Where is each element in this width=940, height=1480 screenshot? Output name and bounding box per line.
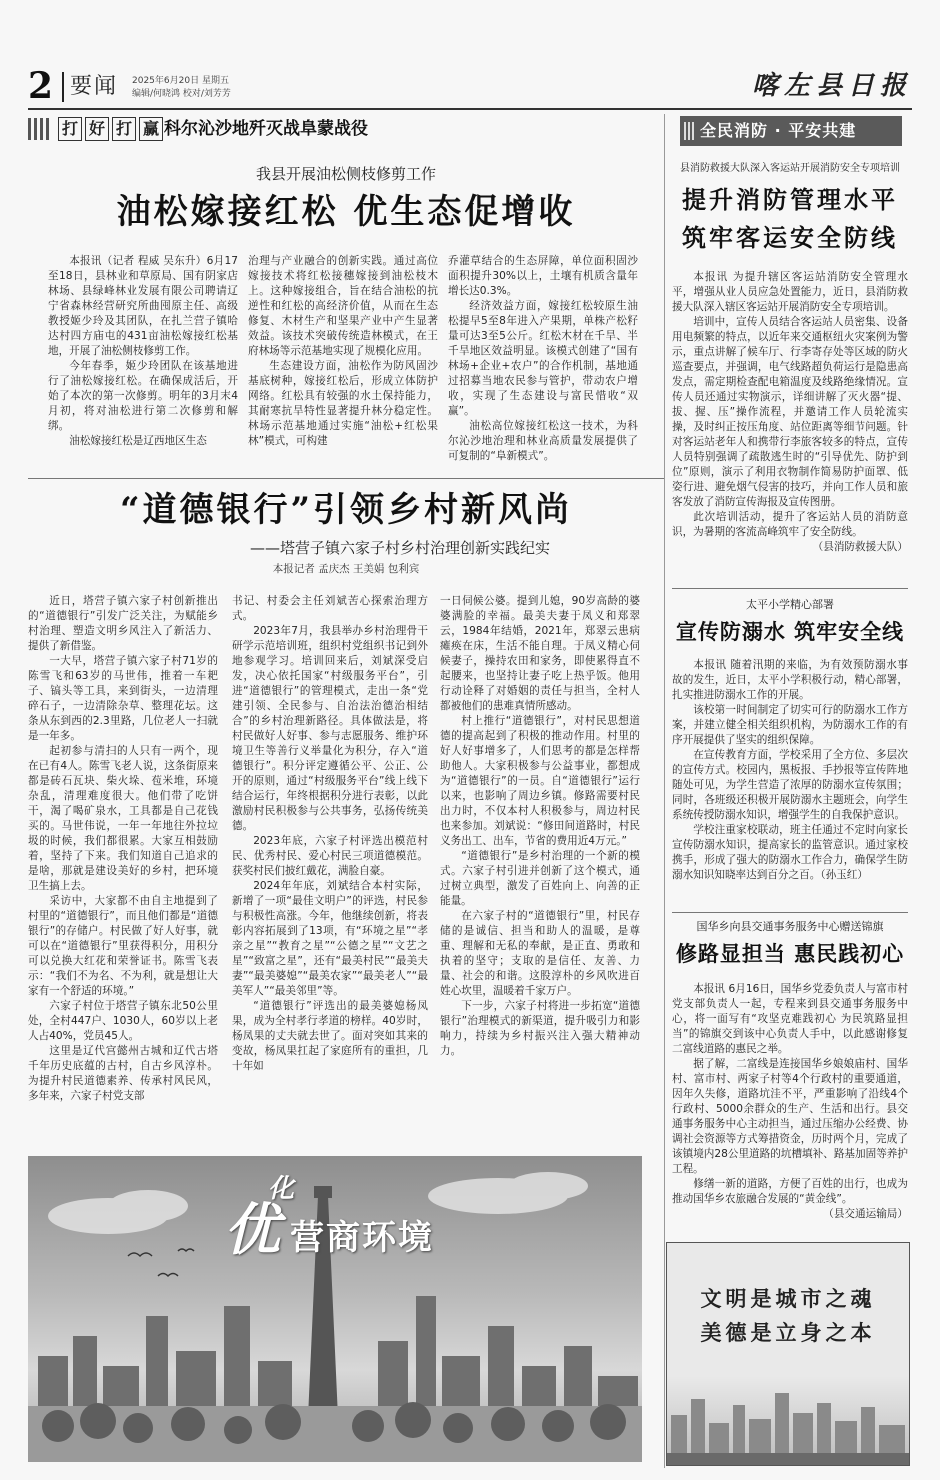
sidebar-banner — [680, 116, 902, 146]
paragraph: 培训中，宣传人员结合客运站人员密集、设备用电频繁的特点，以近年来交通枢纽火灾案例为警示，重点讲解了候车厅、行李寄存处等区域的防火巡查要点，并强调，电气线路超负荷运行是隐患高发点，需定期检查配电箱温度及线路绝缘情况。宣传人员还通过实物演示，详细讲解了灭火器“提、拔、握、压”操作流程，并邀请工作人员轮流实操，及时纠正按压角度、站位距离等细节问题。针对客运站老年人和携带行李旅客较多的特点，宣传人员特别强调了疏散逃生时的“引导优先、防护到位”原则，演示了利用衣物制作简易防护面罩、低姿行进、避免烟气侵害的技巧，并向工作人员和旅客发放了消防宣传海报及宣传图册。 — [672, 316, 908, 508]
paragraph: “道德银行”评选出的最美婆媳杨凤果，成为全村孝行孝道的榜样。40岁时，杨凤果的丈夫就去世了。面对突如其来的变故，杨凤果扛起了家庭所有的重担，几十年如 — [232, 1000, 428, 1072]
paragraph: 2024年年底，刘斌结合本村实际，新增了一项“最佳文明户”的评选，村民参与积极性高涨。今年，他继续创新，将表彰内容拓展到了13项，有“环境之星”“孝亲之星”“教育之星”“公德之星”“文艺之星”“致富之星”，还有“最美村民”“最美夫妻”“最美婆媳”“最美农家”“最美老人”“最美军人”“最美邻里”等。 — [232, 880, 428, 997]
feature-banner — [28, 114, 664, 144]
newspaper-logo: 喀左县日报 — [751, 71, 912, 101]
section-name: 要闻 — [70, 74, 119, 99]
article2-headline: “道德银行”引领乡村新风尚 — [119, 490, 573, 530]
article2-column-1 — [28, 594, 218, 1104]
paragraph: 2023年7月，我县举办乡村治理骨干研学示范培训班，组织村党组织书记到外地参观学习。培训回来后，刘斌深受启发，决心依托国家“村级服务平台”，引进“道德银行”的管理模式，走出一条“党建引领、全民参与、自治法治德治相结合”的乡村治理新路径。具体做法是，将村民做好人好事、参与志愿服务、维护环境卫生等善行义举量化为积分，存入“道德银行”。积分评定遵循公平、公正、公开的原则，通过“村级服务平台”线上线下结合运行，年终根据积分进行表彰，以此激励村民积极参与公共事务，弘扬传统美德。 — [232, 625, 428, 832]
paragraph: 六家子村位于塔营子镇东北50公里处，全村447户、1030人，60岁以上老人占40%，党员45人。 — [28, 1000, 218, 1042]
road-body — [672, 982, 908, 1222]
article2-column-3 — [440, 594, 640, 1059]
article1-kicker: 我县开展油松侧枝修剪工作 — [255, 165, 436, 183]
banner-tags — [58, 117, 163, 141]
ad-background-art — [28, 1156, 642, 1462]
sidebar-separator — [672, 912, 908, 913]
paragraph: 乔灌草结合的生态屏障，单位面积固沙面积提升30%以上，土壤有机质含量年增长达0.3%。 — [448, 255, 638, 297]
masthead-rule — [28, 108, 912, 110]
ad-char-you: 优 — [224, 1197, 280, 1263]
paragraph: 一大早，塔营子镇六家子村71岁的陈雪飞和63岁的马世伟，推着一车耙子、镐头等工具，来到街头，一边清理碎石子，一边清除杂草、整理花坛。这条从东到西的2.3里路，几位老人一扫就是一年多。 — [28, 655, 218, 742]
paragraph: 治理与产业融合的创新实践。通过高位嫁接技术将红松接穗嫁接到油松枝木上。这种嫁接组合，旨在结合油松的抗逆性和红松的高经济价值，从而在生态修复、木材生产和坚果产业中产生显著效益。该技术突破传统造林模式，在王府林场等示范基地实现了规模化应用。 — [248, 255, 438, 357]
fire-body — [672, 270, 908, 555]
article1-headline: 油松嫁接红松 优生态促增收 — [116, 192, 576, 232]
paragraph: 采访中，大家都不由自主地提到了村里的“道德银行”，而且他们都是“道德银行”的存储户。村民做了好人好事，就可以在“道德银行”里获得积分，用积分可以兑换大红花和荣誉证书。陈雪飞表示：“我们不为名、不为利，就是想让大家有一个舒适的环境。” — [28, 895, 218, 997]
road-headline: 修路显担当 惠民践初心 — [675, 941, 905, 966]
issue-date: 2025年6月20日 星期五 — [132, 76, 229, 86]
article1-column-1 — [48, 254, 238, 449]
paragraph: 学校注重家校联动，班主任通过不定时向家长宣传防溺水知识，提高家长的监管意识。通过家校携手，形成了强大的防溺水工作合力，确保学生防溺水知识知晓率达到百分之百。（孙玉红） — [672, 824, 908, 881]
sidebar-divider — [664, 114, 665, 1468]
banner-tag: 赢 — [139, 117, 163, 141]
editors-line: 编辑/何晓鸿 校对/刘芳芳 — [132, 89, 231, 99]
paragraph: 修缮一新的道路，方便了百姓的出行，也成为推动国华乡农旅融合发展的“黄金线”。 — [672, 1178, 908, 1205]
paragraph: 油松嫁接红松是辽西地区生态 — [69, 435, 207, 447]
banner-title: 科尔沁沙地歼灭战阜蒙战役 — [164, 119, 368, 139]
article1-column-2 — [248, 254, 438, 449]
masthead — [28, 65, 912, 108]
source-credit: （县交通运输局） — [823, 1208, 908, 1220]
slogan-city-art — [667, 1375, 909, 1465]
slogan-line-1: 文明是城市之魂 — [700, 1287, 876, 1311]
banner-tag: 打 — [58, 117, 82, 141]
article1-column-3 — [448, 254, 638, 464]
banner-tag: 好 — [85, 117, 109, 141]
paragraph: 本报讯（记者 程威 吴东升）6月17至18日，县林业和草原局、国有阴家店林场、县绿峰林业发展有限公司聘请辽宁省森林经营研究所曲囤原主任、高级教授姬少玲及其团队，在扎兰营子镇哈达村四方庙屯的431亩油松嫁接红松基地，开展了油松侧枝修剪工作。 — [48, 255, 238, 357]
masthead-divider — [62, 72, 64, 102]
paragraph: 油松高位嫁接红松这一技术，为科尔沁沙地治理和林业高质量发展提供了可复制的“阜新模式”。 — [448, 420, 638, 462]
paragraph: 今年春季，姬少玲团队在该基地进行了油松嫁接红松。在确保成活后，开始了本次的第一次修剪。明年的3月末4月初，将对油松进行第二次修剪和解绑。 — [48, 360, 238, 432]
fire-kicker: 县消防救援大队深入客运站开展消防安全专项培训 — [680, 163, 900, 174]
slogan-box — [666, 1242, 910, 1466]
paragraph: 本报讯 随着汛期的来临，为有效预防溺水事故的发生，近日，太平小学积极行动，精心部署，扎实推进防溺水工作的开展。 — [672, 659, 908, 701]
birds-icon — [128, 1249, 194, 1276]
article2-column-2 — [232, 594, 428, 1074]
article2-subhead: ——塔营子镇六家子村乡村治理创新实践纪实 — [249, 539, 550, 557]
paragraph: 这里是辽代宫懿州古城和辽代古塔千年历史底蕴的古村，自古乡风淳朴。为提升村民道德素养、传承村风民风，多年来，六家子村党支部 — [28, 1045, 218, 1102]
paragraph: 此次培训活动，提升了客运站人员的消防意识，为暑期的客流高峰筑牢了安全防线。 — [672, 511, 908, 538]
paragraph: 近日，塔营子镇六家子村创新推出的“道德银行”引发广泛关注，为赋能乡村治理、塑造文明乡风注入了新活力、提供了新借鉴。 — [28, 595, 218, 652]
paragraph: 该校第一时间制定了切实可行的防溺水工作方案，并建立健全相关组织机构，为防溺水工作的有序开展提供了坚实的组织保障。 — [672, 704, 908, 746]
article-divider — [28, 478, 664, 479]
water-kicker: 太平小学精心部署 — [746, 598, 834, 611]
paragraph: 一日伺候公婆。提到儿媳，90岁高龄的婆婆满脸的幸福。最美夫妻于凤义和郑翠云，1984年结婚，2021年，郑翠云患病瘫痪在床，生活不能自理。于凤义精心伺候妻子，操持农田和家务，即使累得直不起腰来，也坚持让妻子吃上热乎饭。他用行动诠释了对婚姻的责任与担当，全村人都被他们的患难真情所感动。 — [440, 595, 640, 712]
paragraph: 2023年底，六家子村评选出模范村民、优秀村民、爱心村民三项道德模范。获奖村民们披红戴花，满脸自豪。 — [232, 835, 428, 877]
fire-headline-2: 筑牢客运安全防线 — [682, 223, 898, 252]
paragraph: 村上推行“道德银行”，对村民思想道德的提高起到了积极的推动作用。村里的好人好事增多了，人们思考的都是怎样帮助他人。大家积极参与公益事业，都想成为“道德银行”的一员。自“道德银行”运行以来，也影响了周边乡镇。修路需要村民出力时，不仅本村人积极参与，周边村民也来参加。刘斌说：“修田间道路时，村民义务出工、出车，节省的费用近4万元。” — [440, 715, 640, 847]
paragraph: 生态建设方面，油松作为防风固沙基底树种，嫁接红松后，形成立体防护网络。红松具有较强的水土保持能力，其耐寒抗旱特性显著提升林分稳定性。林场示范基地通过实施“油松+红松果林”模式，可构建 — [248, 360, 438, 447]
paragraph: 据了解，二富线是连接国华乡娘娘庙村、国华村、富市村、两家子村等4个行政村的重要通道，因年久失修，道路坑洼不平，严重影响了沿线4个行政村、5000余群众的生产、生活和出行。县交通事务服务中心主动担当，通过压缩办公经费、协调社会资源等方式筹措资金，历时两个月，完成了该镇境内28公里道路的坑槽填补、路基加固等养护工程。 — [672, 1058, 908, 1175]
slogan-line-2: 美德是立身之本 — [700, 1321, 876, 1345]
source-credit: （县消防救援大队） — [812, 541, 908, 553]
paragraph: “道德银行”是乡村治理的一个新的模式。六家子村引进并创新了这个模式，通过树立典型，激发了百姓向上、向善的正能量。 — [440, 850, 640, 907]
water-headline: 宣传防溺水 筑牢安全线 — [675, 619, 905, 644]
water-body — [672, 658, 908, 883]
paragraph: 起初参与清扫的人只有一两个，现在已有4人。陈雪飞老人说，这条街原来都是砖石瓦块、柴火垛、苞米堆，环境杂乱，清理难度很大。他们带了吃饼干，渴了喝矿泉水，工具都是自己花钱买的。马世伟说，一年一年地往外拉垃圾的时候，我们都很累。大家互相鼓励着，坚持了下来。我们知道自己追求的是啥，那就是建设美好的乡村，把环境卫生搞上去。 — [28, 745, 218, 892]
ad-title: 营商环境 — [290, 1218, 434, 1258]
ad-business-environment — [28, 1156, 642, 1462]
paragraph: 经济效益方面，嫁接红松较原生油松提早5至8年进入产果期，单株产松籽量可达3至5公斤。红松木材在千旱、半千旱地区效益明显。该模式创建了“国有林场+企业+农户”的合作机制，基地通过招募当地农民参与管护，带动农户增收，实现了生态建设与富民惜收“双赢”。 — [448, 300, 638, 417]
page-number: 2 — [28, 65, 54, 107]
banner-tag: 打 — [112, 117, 136, 141]
fire-headline-1: 提升消防管理水平 — [682, 185, 898, 214]
sidebar-separator — [672, 588, 908, 589]
paragraph: 下一步，六家子村将进一步拓宽“道德银行”治理模式的新渠道，提升吸引力和影响力，持续为乡村振兴注入强大精神动力。 — [440, 1000, 640, 1057]
paragraph: 本报讯 为提升辖区客运站消防安全管理水平，增强从业人员应急处置能力，近日，县消防救援大队深入辖区客运站开展消防安全专项培训。 — [672, 271, 908, 313]
paragraph: 在宣传教育方面，学校采用了全方位、多层次的宣传方式。校园内，黑板报、手抄报等宣传阵地随处可见，为学生营造了浓厚的防溺水宣传氛围；同时，各班级还积极开展防溺水主题班会，向学生系统传授防溺水知识，增强学生的自我保护意识。 — [672, 749, 908, 821]
sidebar-banner-title: 全民消防 · 平安共建 — [700, 121, 857, 140]
banner-bar — [28, 118, 52, 140]
banner-bar — [684, 122, 694, 140]
article2-byline: 本报记者 孟庆杰 王美娟 包利宾 — [272, 563, 420, 575]
road-kicker: 国华乡向县交通事务服务中心赠送锦旗 — [696, 920, 884, 933]
paragraph: 本报讯 6月16日，国华乡党委负责人与富市村党支部负责人一起，专程来到县交通事务服务中心，将一面写有“攻坚克难践初心 为民筑路显担当”的锦旗交到该中心负责人手中，以此感谢修复二富线道路的惠民之举。 — [672, 983, 908, 1055]
ad-char-hua: 化 — [268, 1174, 295, 1204]
paragraph: 在六家子村的“道德银行”里，村民存储的是诚信、担当和助人的温暖，是尊重、理解和无私的奉献，是正直、勇敢和执着的坚守；支取的是信任、友善、力量、社会的和谐。这股淳朴的乡风吹进百姓心坎里，温暖着千家万户。 — [440, 910, 640, 997]
paragraph: 书记、村委会主任刘斌苦心探索治理方式。 — [232, 595, 428, 622]
